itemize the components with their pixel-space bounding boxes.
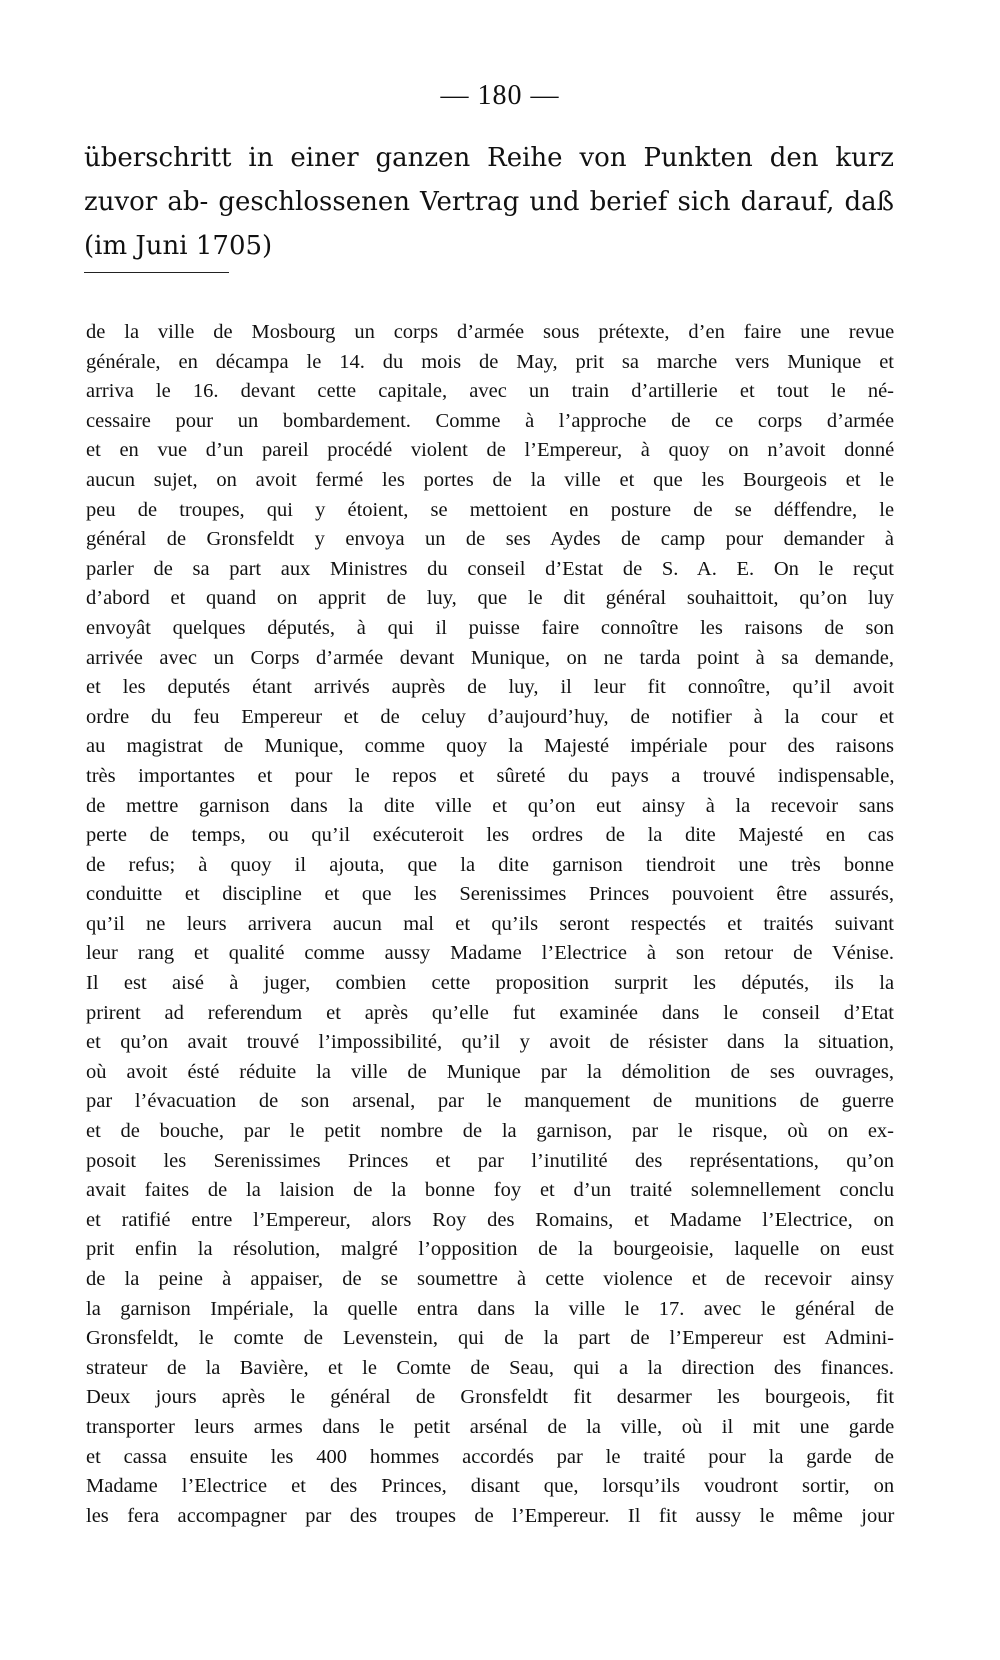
footnote-line: prit enfin la résolution, malgré l’opposition de la bourgeoisie, laquelle on eust: [86, 1238, 894, 1261]
footnote-line: leur rang et qualité comme aussy Madame l’Electrice à son retour de Vénise.: [86, 942, 894, 965]
footnote-line: au magistrat de Munique, comme quoy la Majesté impériale pour des raisons: [86, 735, 894, 758]
footnote-line: conduitte et discipline et que les Serenissimes Princes pouvoient être assurés,: [86, 883, 894, 906]
footnote-line: peu de troupes, qui y étoient, se mettoient en posture de se déffendre, le: [86, 498, 895, 521]
footnote-line: et de bouche, par le petit nombre de la garnison, par le risque, où on ex-: [86, 1120, 894, 1143]
footnote-line: Deux jours après le général de Gronsfeldt fit desarmer les bourgeois, fit: [86, 1386, 895, 1409]
footnote-rule: [84, 272, 229, 273]
footnote-line: strateur de la Bavière, et le Comte de Seau, qui a la direction des finances.: [86, 1356, 894, 1379]
footnote-line: arrivée avec un Corps d’armée devant Munique, on ne tarda point à sa demande,: [86, 646, 894, 669]
footnote-line: parler de sa part aux Ministres du conseil d’Estat de S. A. E. On le reçut: [86, 557, 894, 580]
footnote-line: de la peine à appaiser, de se soumettre à cette violence et de recevoir ainsy: [86, 1268, 895, 1290]
footnote-line: posoit les Serenissimes Princes et par l’inutilité des représentations, qu’on: [86, 1149, 895, 1172]
page-number: — 180 —: [440, 80, 560, 111]
footnote-line: Madame l’Electrice et des Princes, disant que, lorsqu’ils voudront sortir, on: [86, 1475, 895, 1498]
footnote-line: cessaire pour un bombardement. Comme à l’approche de ce corps d’armée: [86, 409, 895, 432]
footnote-line: transporter leurs armes dans le petit arsénal de la ville, où il mit une garde: [86, 1415, 895, 1438]
footnote-line: par l’évacuation de son arsenal, par le manquement de munitions de guerre: [86, 1090, 894, 1113]
footnote-line: très importantes et pour le repos et sûreté du pays a trouvé indispensable,: [86, 764, 895, 787]
footnote-line: arriva le 16. devant cette capitale, avec un train d’artillerie et tout le né-: [86, 380, 894, 403]
footnote-line: de mettre garnison dans la dite ville et qu’on eut ainsy à la recevoir sans: [86, 794, 894, 817]
footnote-line: et qu’on avait trouvé l’impossibilité, qu’il y avoit de résister dans la situation,: [86, 1031, 894, 1054]
footnote-line: envoyât quelques députés, à qui il puisse faire connoître les raisons de son: [86, 616, 894, 639]
footnote-line: les fera accompagner par des troupes de l’Empereur. Il fit aussy le même jour: [86, 1504, 895, 1527]
footnote-line: générale, en décampa le 14. du mois de May, prit sa marche vers Munique et: [86, 350, 894, 373]
footnote-line: Il est aisé à juger, combien cette proposition surprit les députés, ils la: [86, 972, 895, 995]
footnote-line: prirent ad referendum et après qu’elle fut examinée dans le conseil d’Etat: [86, 1001, 894, 1024]
footnote-line: la garnison Impériale, la quelle entra dans la ville le 17. avec le général de: [86, 1297, 894, 1320]
footnote-line: où avoit ésté réduite la ville de Munique par la démolition de ses ouvrages,: [86, 1060, 894, 1083]
footnote-line: de refus; à quoy il ajouta, que la dite garnison tiendroit une très bonne: [86, 853, 894, 876]
footnote-line: général de Gronsfeldt y envoya un de ses Aydes de camp pour demander à: [86, 528, 894, 551]
footnote-line: et cassa ensuite les 400 hommes accordés par le traité pour la garde de: [86, 1445, 894, 1468]
footnote-line: ordre du feu Empereur et de celuy d’aujourd’huy, de notifier à la cour et: [86, 705, 894, 728]
footnote-line: perte de temps, ou qu’il exécuteroit les ordres de la dite Majesté en cas: [86, 824, 894, 847]
footnote-line: aucun sujet, on avoit fermé les portes de la ville et que les Bourgeois et le: [86, 468, 895, 491]
german-passage: überschritt in einer ganzen Reihe von Punkten den kurz zuvor ab- geschlossenen Vertrag und berief sich darauf, daß (im Juni 1705): [84, 143, 894, 261]
footnote-line: de la ville de Mosbourg un corps d’armée sous prétexte, d’en faire une revue: [86, 321, 895, 343]
footnote-line: d’abord et quand on apprit de luy, que le dit général souhaittoit, qu’on luy: [86, 587, 895, 610]
footnote-line: et les deputés étant arrivés auprès de luy, il leur fit connoître, qu’il avoit: [86, 676, 895, 699]
footnote-text: [86, 318, 894, 1531]
footnote-line: avait faites de la laision de la bonne foy et d’un traité solemnellement conclu: [86, 1179, 895, 1202]
footnote-line: et en vue d’un pareil procédé violent de l’Empereur, à quoy on n’avoit donné: [86, 439, 895, 462]
footnote-line: et ratifié entre l’Empereur, alors Roy des Romains, et Madame l’Electrice, on: [86, 1208, 894, 1231]
footnote-line: qu’il ne leurs arrivera aucun mal et qu’ils seront respectés et traités suivant: [86, 912, 894, 935]
footnote-line: Gronsfeldt, le comte de Levenstein, qui de la part de l’Empereur est Admini-: [86, 1327, 894, 1350]
